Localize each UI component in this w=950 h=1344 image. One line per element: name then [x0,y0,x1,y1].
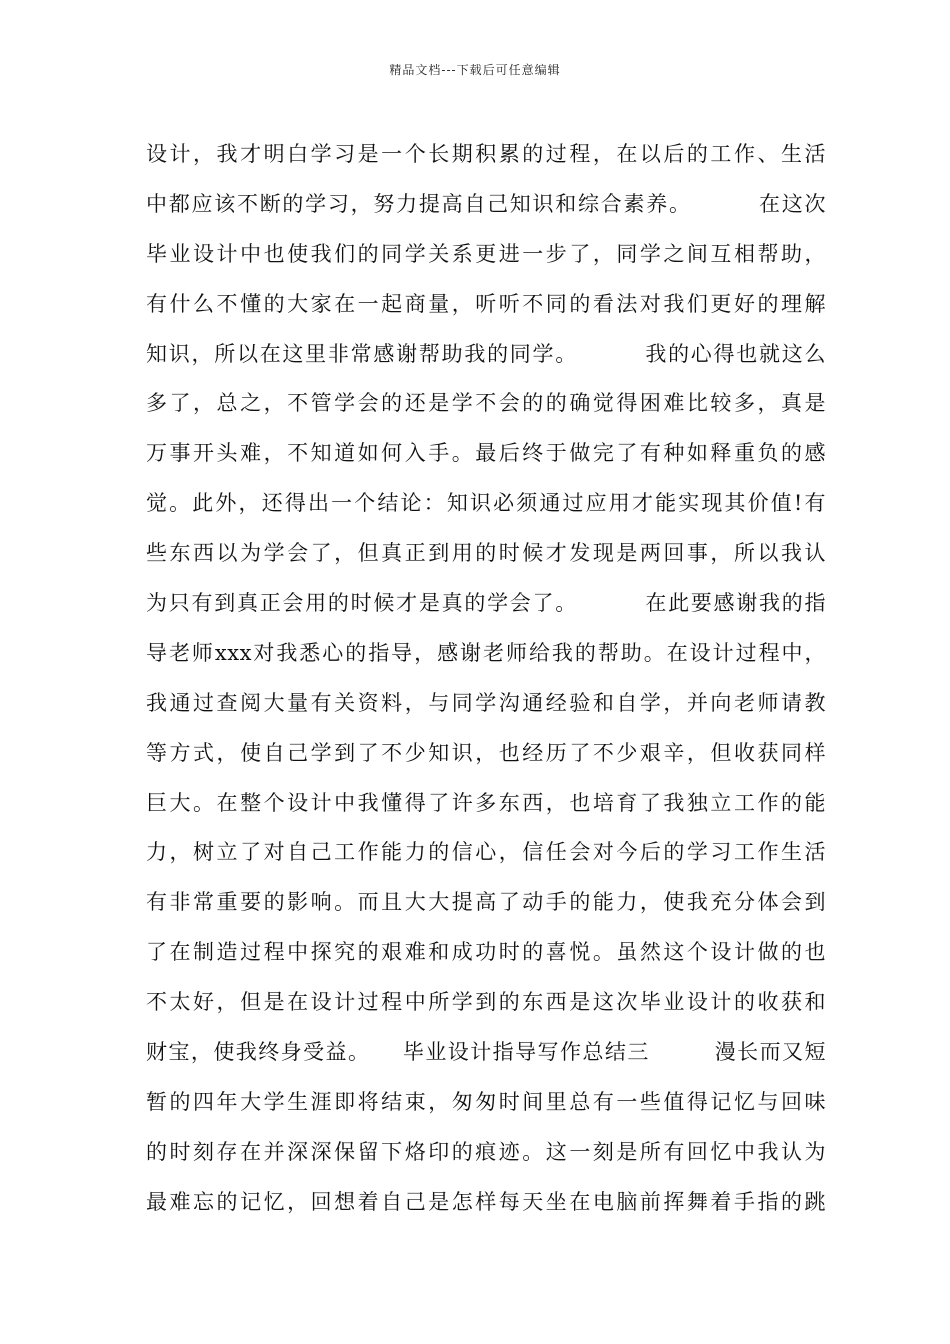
text-line: 知识，所以在这里非常感谢帮助我的同学。 我的心得也就这么 [146,341,826,366]
document-body [146,130,826,1228]
text-line: 导老师xxx对我悉心的指导，感谢老师给我的帮助。在设计过程中， [146,640,826,665]
text-line: 等方式，使自己学到了不少知识，也经历了不少艰辛，但收获同样 [146,740,826,765]
text-line: 多了，总之，不管学会的还是学不会的的确觉得困难比较多，真是 [146,391,826,416]
text-line: 我通过查阅大量有关资料，与同学沟通经验和自学，并向老师请教 [146,690,826,715]
text-line: 觉。此外，还得出一个结论：知识必须通过应用才能实现其价值!有 [146,491,826,516]
text-line: 有什么不懂的大家在一起商量，听听不同的看法对我们更好的理解 [146,291,826,316]
text-line: 最难忘的记忆，回想着自己是怎样每天坐在电脑前挥舞着手指的跳 [146,1189,826,1214]
text-line: 的时刻存在并深深保留下烙印的痕迹。这一刻是所有回忆中我认为 [146,1139,826,1164]
text-line: 有非常重要的影响。而且大大提高了动手的能力，使我充分体会到 [146,890,826,915]
text-line: 力，树立了对自己工作能力的信心，信任会对今后的学习工作生活 [146,840,826,865]
text-line: 了在制造过程中探究的艰难和成功时的喜悦。虽然这个设计做的也 [146,940,826,965]
page-header: 精品文档---下载后可任意编辑 [389,63,561,77]
text-line: 财宝，使我终身受益。 毕业设计指导写作总结三 漫长而又短 [146,1040,826,1065]
text-line: 设计，我才明白学习是一个长期积累的过程，在以后的工作、生活 [146,142,826,166]
text-line: 为只有到真正会用的时候才是真的学会了。 在此要感谢我的指 [146,591,826,616]
text-line: 巨大。在整个设计中我懂得了许多东西，也培育了我独立工作的能 [146,790,826,815]
text-line: 不太好，但是在设计过程中所学到的东西是这次毕业设计的收获和 [146,990,826,1015]
text-line: 些东西以为学会了，但真正到用的时候才发现是两回事，所以我认 [146,541,826,566]
text-line: 万事开头难，不知道如何入手。最后终于做完了有种如释重负的感 [146,441,826,466]
text-line: 暂的四年大学生涯即将结束，匆匆时间里总有一些值得记忆与回味 [146,1089,826,1114]
text-line: 毕业设计中也使我们的同学关系更进一步了，同学之间互相帮助， [146,241,826,266]
text-line: 中都应该不断的学习，努力提高自己知识和综合素养。 在这次 [146,191,826,216]
